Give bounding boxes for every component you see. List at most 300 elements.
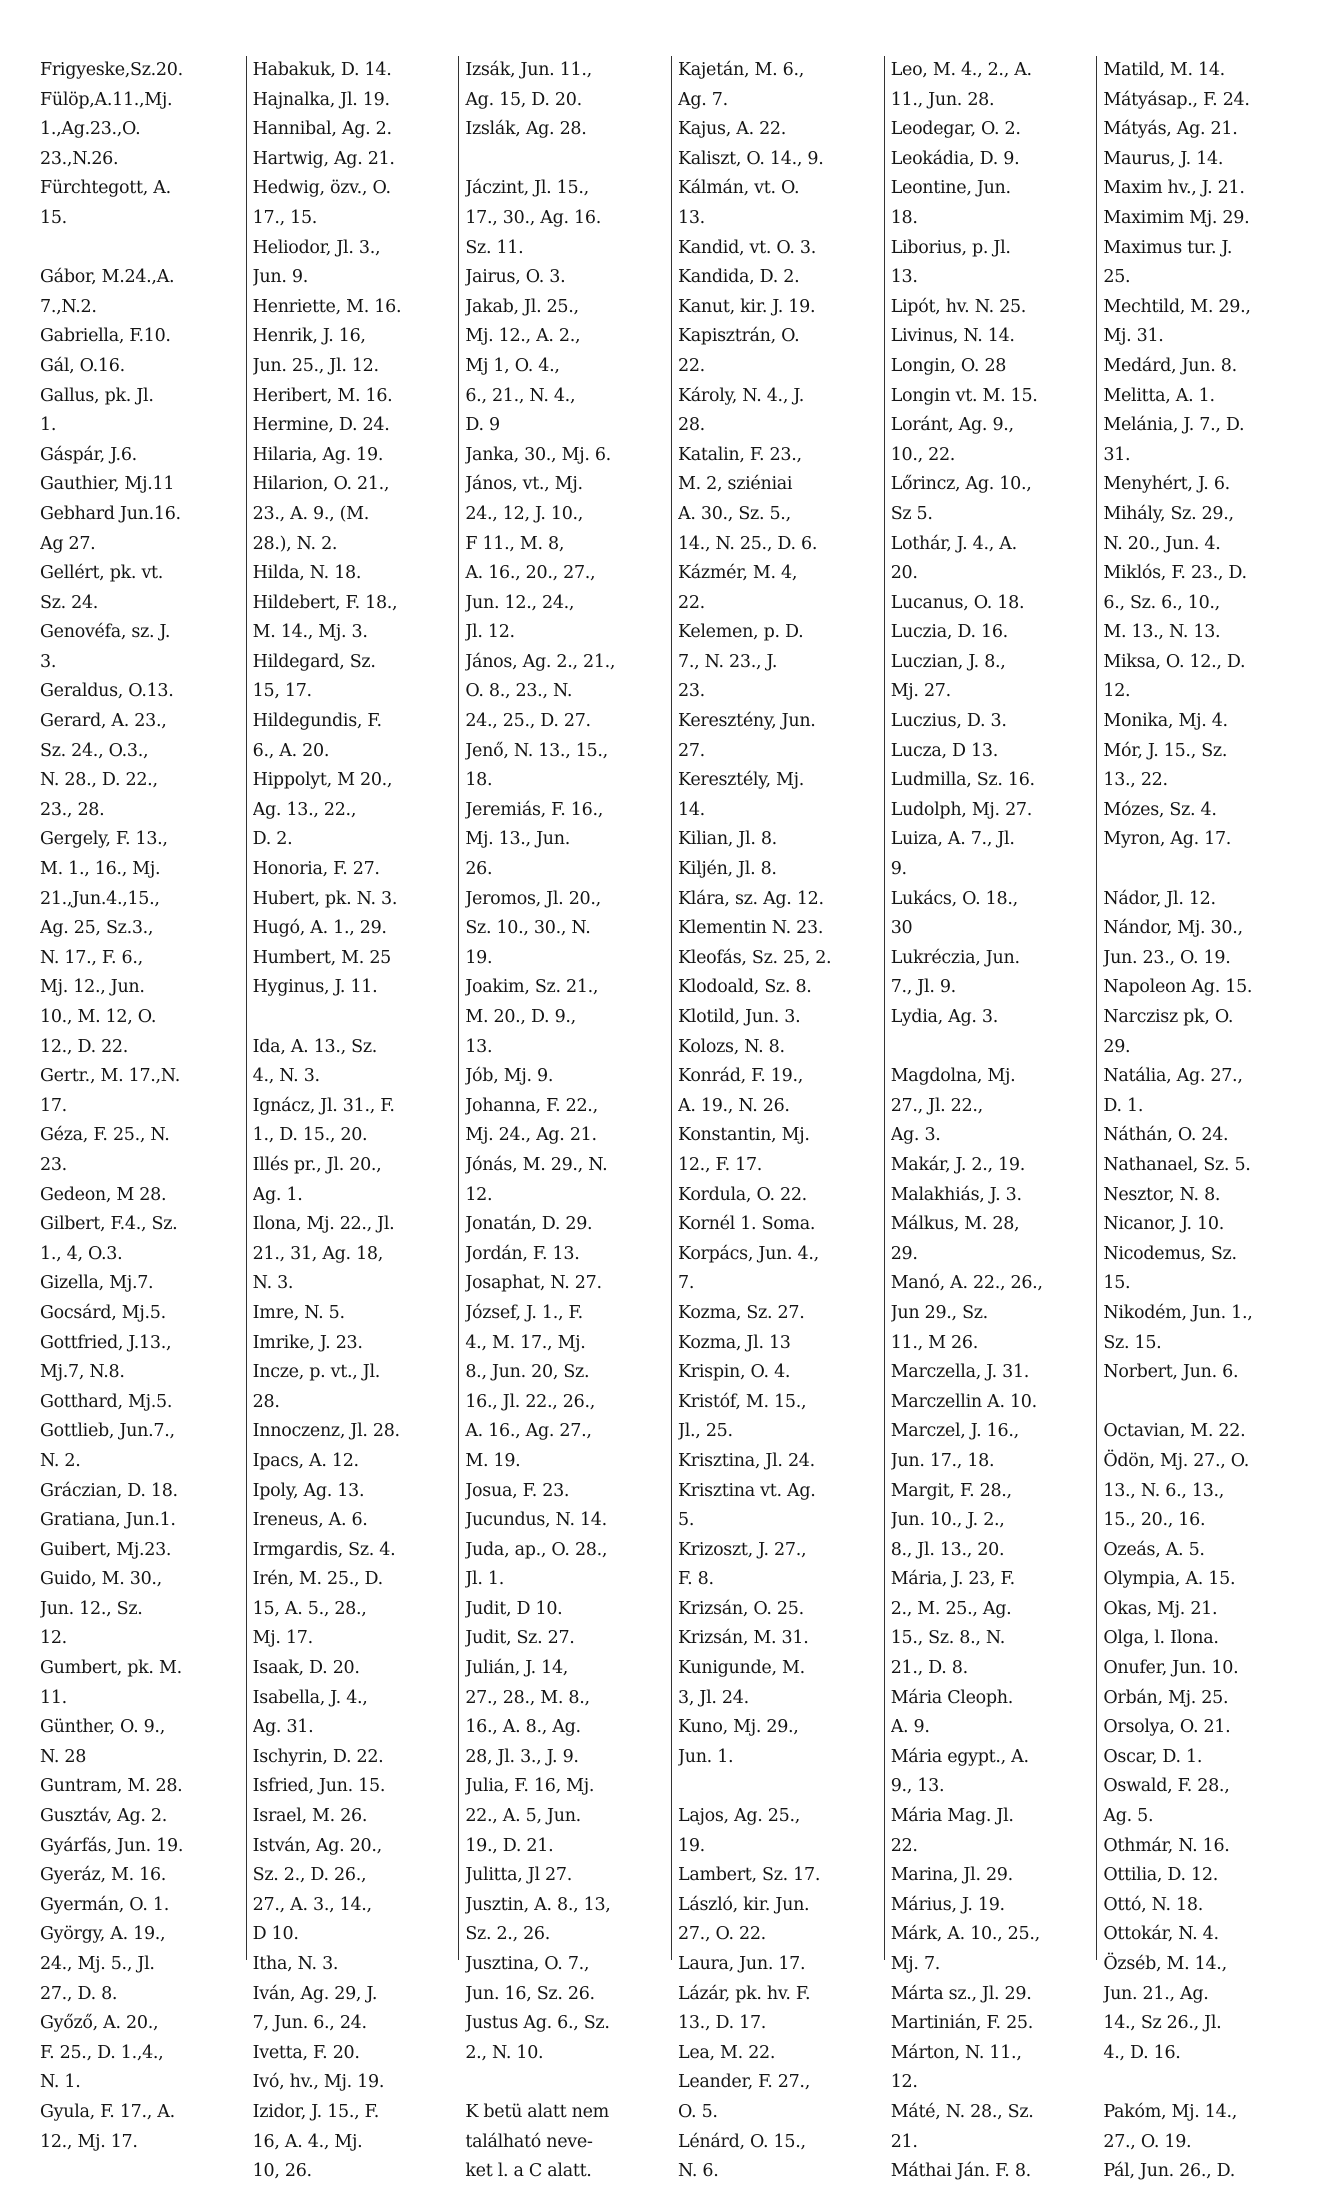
name-entry-line: Mária egypt., A. [890,1746,1029,1767]
name-entry-line: 28.), N. 2. [252,533,338,554]
name-entry-line: Jób, Mj. 9. [465,1066,554,1087]
name-entry-line: Julitta, Jl 27. [465,1865,572,1886]
name-entry-line: 15. [1103,1273,1131,1294]
name-entry-line: 19. [678,1835,705,1856]
column-6 [1096,56,1309,2182]
name-entry-line: Kálmán, vt. O. [678,178,800,199]
name-entry-line: Kozma, Jl. 13 [678,1332,791,1353]
name-entry-line: Jusztin, A. 8., 13, [465,1894,611,1915]
name-entry-line: József, J. 1., F. [465,1302,583,1323]
name-entry-line: Ag. 15, D. 20. [465,89,582,110]
name-entry-line: 6., Sz. 6., 10., [1103,592,1220,613]
name-entry-line: 13. [890,267,918,288]
name-entry-line: Jáczint, Jl. 15., [465,178,589,199]
name-entry-line: Mj 1, O. 4., [465,355,560,376]
name-entry-line: Kajus, A. 22. [678,119,787,140]
name-entry-line: Mj.7, N.8. [40,1362,125,1383]
name-entry-line: N. 6. [678,2161,719,2182]
name-entry-line: Othmár, N. 16. [1103,1835,1230,1856]
name-entry-line: 28, Jl. 3., J. 9. [465,1746,579,1767]
name-entry-line: M. 13., N. 13. [1103,622,1221,643]
name-entry-line: 23. [678,681,705,702]
name-entry-line [465,2068,667,2098]
name-entry-line: 22. [678,355,705,376]
name-entry-line: Sz. 2., D. 26., [252,1865,367,1886]
name-entry-line: Miksa, O. 12., D. [1103,651,1246,672]
name-entry-line: M. 14., Mj. 3. [252,622,368,643]
name-entry-line: Nikodém, Jun. 1., [1103,1302,1253,1323]
name-entry-line: 27., Jl. 22., [890,1095,983,1116]
name-entry-line: Géza, F. 25., N. [40,1125,170,1146]
name-entry-line: Israel, M. 26. [252,1806,368,1827]
name-entry-line: Maximim Mj. 29. [1103,207,1250,228]
name-entry-line: Julia, F. 16, Mj. [465,1776,595,1797]
name-entry-line: Jun 29., Sz. [890,1302,988,1323]
name-entry-line: Korpács, Jun. 4., [678,1243,819,1264]
name-entry-line: Mária Mag. Jl. [890,1806,1014,1827]
name-entry-line: 9., 13. [890,1776,945,1797]
name-entry-line: 22. [890,1835,918,1856]
name-entry-line: Lothár, J. 4., A. [890,533,1017,554]
name-entry-line: Hartwig, Ag. 21. [252,148,395,169]
name-entry-line: Gizella, Mj.7. [40,1273,154,1294]
name-entry-line: Mózes, Sz. 4. [1103,799,1217,820]
name-entry-line: Jeremiás, F. 16., [465,799,604,820]
name-entry-line [678,1772,880,1802]
name-entry-line: Hubert, pk. N. 3. [252,888,398,909]
name-entry-line: Livinus, N. 14. [890,326,1015,347]
name-entry-line: 8., Jl. 13., 20. [890,1539,1005,1560]
name-entry-line: Kordula, O. 22. [678,1184,807,1205]
name-entry-line: 16., Jl. 22., 26., [465,1391,595,1412]
name-entry-line: Josua, F. 23. [465,1480,570,1501]
name-entry-line: Orsolya, O. 21. [1103,1717,1231,1738]
name-entry-line: Sz. 24. [40,592,99,613]
name-entry-line: Günther, O. 9., [40,1717,165,1738]
name-entry-line: Josaphat, N. 27. [465,1273,602,1294]
name-entry-line: Malakhiás, J. 3. [890,1184,1022,1205]
name-entry-line: Jordán, F. 13. [465,1243,580,1264]
name-entry-line: Imrike, J. 23. [252,1332,363,1353]
name-entry-line: Honoria, F. 27. [252,859,380,880]
name-entry-line: Náthán, O. 24. [1103,1125,1229,1146]
name-entry-line: Incze, p. vt., Jl. [252,1362,381,1383]
name-entry-line: Henriette, M. 16. [252,296,402,317]
name-entry-line: János, vt., Mj. [465,474,583,495]
name-entry-line: Sz. 10., 30., N. [465,918,591,939]
name-entry-line: Irmgardis, Sz. 4. [252,1539,396,1560]
name-entry-line: Manó, A. 22., 26., [890,1273,1043,1294]
name-entry-line: Hildegard, Sz. [252,651,376,672]
name-entry-line: Lea, M. 22. [678,2042,776,2063]
name-entry-line: Humbert, M. 25 [252,947,391,968]
name-entry-line: 16., A. 8., Ag. [465,1717,581,1738]
name-entry-line: Geraldus, O.13. [40,681,174,702]
name-entry-line: 15, 17. [252,681,312,702]
name-entry-line: Lucza, D 13. [890,740,998,761]
name-entry-line: Johanna, F. 22., [465,1095,598,1116]
name-entry-line: Mj. 7. [890,1954,941,1974]
name-entry-line: Lambert, Sz. 17. [678,1865,821,1886]
name-entry-line: Sz 5. [890,503,933,524]
name-entry-line: 12. [1103,681,1131,702]
name-entry-line: Henrik, J. 16, [252,326,366,347]
name-entry-line: F. 8. [678,1569,714,1590]
name-entry-line: K betü alatt nem [465,2101,609,2122]
name-entry-line: Okas, Mj. 21. [1103,1598,1218,1619]
name-entry-line: 21. [890,2131,918,2152]
name-entry-line: 28. [252,1391,280,1412]
name-entry-line: Gellért, pk. vt. [40,563,164,584]
name-entry-line: Innoczenz, Jl. 28. [252,1421,400,1442]
name-entry-line: 27., 28., M. 8., [465,1687,590,1708]
name-entry-line: 4., N. 3. [252,1066,320,1087]
name-entry-line: Imre, N. 5. [252,1302,345,1323]
name-entry-line: D. 1. [1103,1095,1144,1116]
name-entry-line: 27., O. 22. [678,1924,766,1945]
name-entry-line: 31. [1103,444,1131,465]
name-entry-line: Leontine, Jun. [890,178,1011,199]
name-entry-line: Pakóm, Mj. 14., [1103,2101,1238,2122]
name-entry-line: N. 3. [252,1273,294,1294]
name-entry-line: A. 19., N. 26. [678,1095,790,1116]
name-entry-line: Hugó, A. 1., 29. [252,918,387,939]
name-entry-line: 27., O. 19. [1103,2131,1192,2152]
name-entry-line: Hildegundis, F. [252,711,382,732]
name-entry-line: Justus Ag. 6., Sz. [465,2013,610,2034]
name-entry-line: Klotild, Jun. 3. [678,1007,801,1027]
name-entry-line: Kunigunde, M. [678,1658,805,1679]
name-entry-line: Marczellin A. 10. [890,1391,1037,1412]
name-entry-line: Ottó, N. 18. [1103,1894,1203,1915]
name-entry-line: A. 16., Ag. 27., [465,1421,592,1442]
name-entry-line: 10, 26. [252,2161,312,2182]
name-entry-line: O. 8., 23., N. [465,681,573,702]
column-5 [884,56,1097,2182]
name-entry-line: György, A. 19., [40,1924,166,1945]
name-entry-line: 29. [1103,1036,1131,1057]
name-entry-line: Gábor, M.24.,A. [40,267,175,288]
name-entry-line: Máté, N. 28., Sz. [890,2101,1034,2122]
name-entry-line: Octavian, M. 22. [1103,1421,1246,1442]
name-entry-line: Krizoszt, J. 27., [678,1539,807,1560]
name-entry-line: Jun. 16, Sz. 26. [465,1983,595,2004]
name-entry-line: Gotthard, Mj.5. [40,1391,173,1412]
name-entry-line: 16, A. 4., Mj. [252,2131,363,2152]
name-entry-line: Klodoald, Sz. 8. [678,977,812,998]
name-entry-line: Jun. 1. [678,1746,734,1767]
name-entry-line: M. 1., 16., Mj. [40,859,161,880]
name-entry-line: Iván, Ag. 29, J. [252,1983,378,2004]
name-entry-line: 25. [1103,267,1131,288]
name-entry-line [1103,1388,1305,1418]
name-entry-line: 13., N. 6., 13., [1103,1480,1225,1501]
name-entry-line: N. 20., Jun. 4. [1103,533,1221,554]
name-entry-line: Jun. 12., Sz. [40,1598,143,1619]
name-entry-line: Kázmér, M. 4, [678,563,798,584]
name-entry-line: Ipacs, A. 12. [252,1450,359,1471]
name-entry-line: 24., 25., D. 27. [465,711,591,732]
name-entry-line: M. 20., D. 9., [465,1007,576,1027]
name-entry-line: Matild, M. 14. [1103,60,1225,80]
name-entry-line: Orbán, Mj. 25. [1103,1687,1229,1708]
name-entry-line: Gyárfás, Jun. 19. [40,1835,184,1856]
name-entry-line: Gocsárd, Mj.5. [40,1302,166,1323]
name-entry-line: Lucanus, O. 18. [890,592,1025,613]
name-entry-line: Izsák, Jun. 11., [465,60,592,80]
name-entry-line: Maxim hv., J. 21. [1103,178,1245,199]
name-entry-line: Gál, O.16. [40,355,125,376]
name-entry-line: Norbert, Jun. 6. [1103,1362,1239,1383]
name-entry-line: Kandid, vt. O. 3. [678,237,817,258]
name-entry-line: Kornél 1. Soma. [678,1214,816,1235]
name-entry-line: N. 2. [40,1450,81,1471]
name-entry-line [465,145,667,175]
name-entry-line: Mj. 27. [890,681,951,702]
name-entry-line: 5. [678,1510,695,1531]
name-entry-line: Ludolph, Mj. 27. [890,799,1033,820]
name-entry-line: Mj. 31. [1103,326,1164,347]
name-entry-line: Laura, Jun. 17. [678,1954,806,1974]
name-entry-line: 17., 15. [252,207,318,228]
name-entry-line: 12. [40,1628,67,1649]
name-entry-line: Jun. 9. [252,267,308,288]
name-entry-line: Hajnalka, Jl. 19. [252,89,390,110]
name-entry-line: Luiza, A. 7., Jl. [890,829,1015,850]
name-entry-line: Ischyrin, D. 22. [252,1746,384,1767]
name-entry-line: Márton, N. 11., [890,2042,1022,2063]
name-entry-line: Longin vt. M. 15. [890,385,1038,406]
name-entry-line: Luczia, D. 16. [890,622,1008,643]
name-entry-line: Gergely, F. 13., [40,829,168,850]
name-entry-line: Krizsán, M. 31. [678,1628,809,1649]
name-entry-line: Jonatán, D. 29. [465,1214,593,1235]
name-entry-line: Jun. 21., Ag. [1103,1983,1209,2004]
name-entry-line: N. 1. [40,2072,81,2093]
name-entry-line: Ag. 1. [252,1184,303,1205]
name-entry-line: Lydia, Ag. 3. [890,1007,999,1027]
name-entry-line: Lőrincz, Ag. 10., [890,474,1032,495]
name-entry-line: 13. [465,1036,493,1057]
name-entry-line: 18. [465,770,493,791]
name-entry-line: Habakuk, D. 14. [252,60,392,80]
name-entry-line: 1. [40,415,57,436]
name-entry-line: 21., 31, Ag. 18, [252,1243,384,1264]
name-entry-line: Ödön, Mj. 27., O. [1103,1450,1250,1471]
name-entry-line: 8., Jun. 20, Sz. [465,1362,590,1383]
name-entry-line: 15., 20., 16. [1103,1510,1206,1531]
name-entry-line: 17., 30., Ag. 16. [465,207,601,228]
name-entry-line: Nesztor, N. 8. [1103,1184,1221,1205]
name-entry-line: Kolozs, N. 8. [678,1036,785,1057]
name-entry-line: Ivetta, F. 20. [252,2042,360,2063]
name-entry-line: ket l. a C alatt. [465,2161,592,2182]
name-entry-line: Izidor, J. 15., F. [252,2101,380,2122]
name-entry-line: 1.,Ag.23.,O. [40,119,141,140]
name-entry-line: Nándor, Mj. 30., [1103,918,1243,939]
name-entry-line: Ag. 31. [252,1717,314,1738]
name-entry-line: Magdolna, Mj. [890,1066,1016,1087]
name-entry-line: 7, Jun. 6., 24. [252,2013,367,2034]
name-entry-line: Márta sz., Jl. 29. [890,1983,1032,2004]
name-entry-line: Lázár, pk. hv. F. [678,1983,811,2004]
name-entry-line: Kajetán, M. 6., [678,60,804,80]
name-entry-line: Hilarion, O. 21., [252,474,390,495]
name-entry-line: Mj. 13., Jun. [465,829,570,850]
name-entry-line: Mechtild, M. 29., [1103,296,1251,317]
name-entry-line: Isfried, Jun. 15. [252,1776,386,1797]
name-entry-line: Melitta, A. 1. [1103,385,1215,406]
name-entry-line: N. 17., F. 6., [40,947,143,968]
name-entry-line: Luczius, D. 3. [890,711,1007,732]
name-entry-line: Sz. 2., 26. [465,1924,551,1945]
name-entry-line: 11., Jun. 28. [890,89,995,110]
name-entry-line: Keresztély, Mj. [678,770,804,791]
name-entry-line: János, Ag. 2., 21., [465,651,616,672]
name-entry-line: Gilbert, F.4., Sz. [40,1214,178,1235]
name-entry-line: 12. [890,2072,918,2093]
name-entry-line: Ludmilla, Sz. 16. [890,770,1035,791]
name-entry-line: Pál, Jun. 26., D. [1103,2161,1236,2182]
name-entry-line: Judit, D 10. [465,1598,563,1619]
name-entry-line [891,1033,1093,1063]
name-entry-line: 21.,Jun.4.,15., [40,888,160,909]
name-entry-line: Kuno, Mj. 29., [678,1717,799,1738]
name-entry-line: 27., D. 8. [40,1983,118,2004]
name-entry-line: 4., M. 17., Mj. [465,1332,586,1353]
name-entry-line: Jl. 12. [465,622,515,643]
name-entry-line: N. 28., D. 22., [40,770,158,791]
name-entry-line: 3. [40,651,57,672]
name-entry-line: Kiljén, Jl. 8. [678,859,777,880]
name-entry-line: Marczel, J. 16., [890,1421,1019,1442]
name-entry-line: Hedwig, özv., O. [252,178,391,199]
name-entry-line [253,1003,455,1033]
name-entry-line: Heribert, M. 16. [252,385,393,406]
name-entry-line: Gusztáv, Ag. 2. [40,1806,168,1827]
name-entry-line: 15, A. 5., 28., [252,1598,367,1619]
name-entry-line: Jónás, M. 29., N. [465,1154,608,1175]
name-entry-line: Máthai Ján. F. 8. [890,2161,1031,2182]
name-entry-line: 2., N. 10. [465,2042,544,2063]
name-entry-line: D 10. [252,1924,299,1945]
name-entry-line: Gedeon, M 28. [40,1184,167,1205]
name-entry-line: Monika, Mj. 4. [1103,711,1228,732]
name-entry-line: Julián, J. 14, [465,1658,569,1679]
name-entry-line: Melánia, J. 7., D. [1103,415,1245,436]
name-entry-line: Menyhért, J. 6. [1103,474,1230,495]
name-entry-line: Nicodemus, Sz. [1103,1243,1237,1264]
name-entry-line: Illés pr., Jl. 20., [252,1154,382,1175]
name-entry-line: Sz. 15. [1103,1332,1162,1353]
name-entry-line: 1., D. 15., 20. [252,1125,368,1146]
name-entry-line: 27., A. 3., 14., [252,1894,372,1915]
name-entry-line: Jl. 1. [465,1569,504,1590]
name-entry-line: M. 19. [465,1450,521,1471]
name-entry-line: N. 28 [40,1746,87,1767]
name-entry-line: 1., 4, O.3. [40,1243,123,1264]
name-entry-line: 12. [465,1184,493,1205]
name-entry-line: Mária, J. 23, F. [890,1569,1015,1590]
name-entry-line: Olga, l. Ilona. [1103,1628,1219,1649]
name-entry-line: 20. [890,563,918,584]
name-entry-line [1103,855,1305,885]
name-entry-line: Guibert, Mj.23. [40,1539,172,1560]
name-entry-line: Genovéfa, sz. J. [40,622,171,643]
name-entry-line: Ireneus, A. 6. [252,1510,368,1531]
name-entry-line: Juda, ap., O. 28., [465,1539,608,1560]
name-entry-line: 22., A. 5, Jun. [465,1806,581,1827]
name-entry-line: 18. [890,207,918,228]
name-entry-line: Győző, A. 20., [40,2013,159,2034]
name-entry-line: Gottlieb, Jun.7., [40,1421,175,1442]
name-entry-line: Ozeás, A. 5. [1103,1539,1205,1560]
name-entry-line: 9. [890,859,907,880]
name-entry-line: Janka, 30., Mj. 6. [465,444,611,465]
name-entry-line: Kandida, D. 2. [678,267,800,288]
name-entry-line: Irén, M. 25., D. [252,1569,383,1590]
name-entry-line: Judit, Sz. 27. [465,1628,575,1649]
name-entry-line: Narczisz pk, O. [1103,1007,1234,1027]
name-entry-line: Leo, M. 4., 2., A. [890,60,1032,80]
name-entry-line: Longin, O. 28 [890,355,1007,376]
name-entry-line: Gallus, pk. Jl. [40,385,154,406]
name-entry-line: László, kir. Jun. [678,1894,810,1915]
name-entry-line: Károly, N. 4., J. [678,385,804,406]
name-entry-line: 11., M 26. [890,1332,978,1353]
name-entry-line: Myron, Ag. 17. [1103,829,1232,850]
name-entry-line: A. 16., 20., 27., [465,563,596,584]
name-entry-line: Marina, Jl. 29. [890,1865,1013,1886]
name-entry-line: Krisztina, Jl. 24. [678,1450,815,1471]
name-entry-line: Málkus, M. 28, [890,1214,1020,1235]
name-entry-line: Mihály, Sz. 29., [1103,503,1234,524]
name-entry-line: Klára, sz. Ag. 12. [678,888,824,909]
name-entry-line: 26. [465,859,493,880]
name-entry-line: Kelemen, p. D. [678,622,804,643]
name-entry-line: Ottokár, N. 4. [1103,1924,1219,1945]
name-entry-line: Hermine, D. 24. [252,415,390,436]
name-entry-line: 13., D. 17. [678,2013,767,2034]
name-entry-line: Leodegar, O. 2. [890,119,1021,140]
name-entry-line: Ag. 5. [1103,1806,1154,1827]
name-entry-line: Miklós, F. 23., D. [1103,563,1247,584]
name-entry-line: 14. [678,799,705,820]
name-entry-line: Márius, J. 19. [890,1894,1005,1915]
name-entry-line: Napoleon Ag. 15. [1103,977,1253,998]
name-entry-line: Maurus, J. 14. [1103,148,1224,169]
name-entry-line: István, Ag. 20., [252,1835,382,1856]
name-entry-line: M. 2, sziéniai [678,474,793,495]
name-entry-line: Kilian, Jl. 8. [678,829,777,850]
name-entry-line: Nádor, Jl. 12. [1103,888,1216,909]
name-entry-line: Leander, F. 27., [678,2072,810,2093]
name-entry-line: Luczian, J. 8., [890,651,1006,672]
name-entry-line: Krizsán, O. 25. [678,1598,804,1619]
name-entry-line: Mária Cleoph. [890,1687,1014,1708]
name-entry-line: Jun. 17., 18. [890,1450,995,1471]
name-entry-line: Martinián, F. 25. [890,2013,1034,2034]
name-entry-line: 14., Sz 26., Jl. [1103,2013,1222,2034]
name-entry-line: F. 25., D. 1.,4., [40,2042,164,2063]
name-entry-line: Kleofás, Sz. 25, 2. [678,947,832,968]
name-entry-line: 12., F. 17. [678,1154,763,1175]
name-entry-line: Jusztina, O. 7., [465,1954,590,1974]
name-entry-line: 7.,N.2. [40,296,97,317]
name-entry-line: Mj. 17. [252,1628,313,1649]
name-entry-line: Liborius, p. Jl. [890,237,1011,258]
name-entry-line: Gráczian, D. 18. [40,1480,178,1501]
